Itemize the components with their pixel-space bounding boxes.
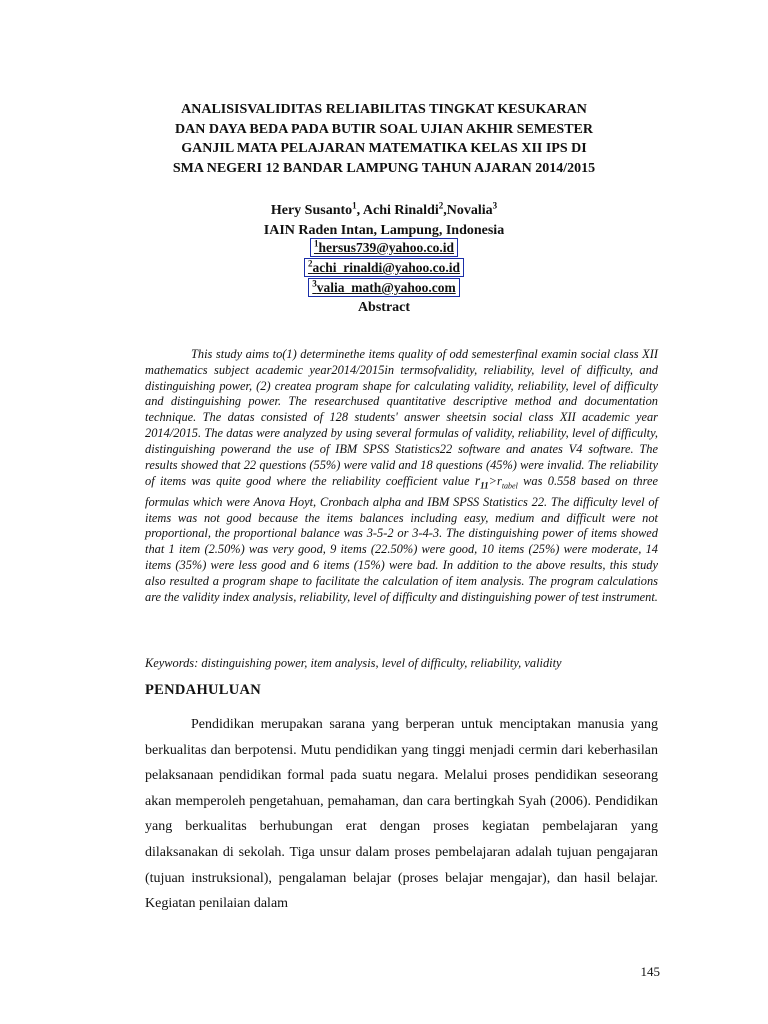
email-link[interactable] <box>304 258 464 277</box>
affiliation: IAIN Raden Intan, Lampung, Indonesia <box>263 223 505 238</box>
author-name: Hery Susanto <box>270 203 353 218</box>
abstract-paragraph <box>145 347 658 605</box>
body-paragraph: Pendidikan merupakan sarana yang berperan untuk menciptakan manusia yang berkualitas dan berpotensi. Mutu pendidikan yang tinggi menjadi cermin dari keberhasilan pelaksanaan pendidikan formal pada suatu negara. Melalui proses pendidikan seseorang akan memperoleh pengetahuan, pemahaman, dan cara bertingkah Syah (2006). Pendidikan yang berkualitas berhubungan erat dengan proses kegiatan pembelajaran yang dilaksanakan di sekolah. Tiga unsur dalam proses pembelajaran adalah tujuan pengajaran (tujuan instruksional), pengalaman belajar (proses belajar mengajar), dan hasil belajar. Kegiatan penilaian dalam <box>145 717 658 912</box>
rtabel-symbol: $r_{tabel}$ <box>497 474 518 491</box>
author-affiliation-marker: 2 <box>438 200 444 211</box>
email-list <box>0 238 768 298</box>
email-link[interactable] <box>308 278 459 297</box>
paper-title <box>110 100 658 178</box>
email-address: hersus739@yahoo.co.id <box>318 240 455 255</box>
abstract-text-part-1: This study aims to(1) determinethe items quality of odd semesterfinal examin social class XII mathematics subject academic year2014/2015in termsofvalidity, reliability, level of difficulty, and distinguishing power, (2) createa program shape for calculating validity, reliability, level of difficulty and distinguishing power. The researchused quantitative descriptive method and documentation technique. The datas consisted of 128 students' answer sheetsin social class XII academic year 2014/2015. The datas were analyzed by using several formulas of validity, reliability, level of difficulty, distinguishing powerand the use of IBM SPSS Statistics22 software and anates V4 software. The results showed that 22 questions (55%) were valid and 18 questions (45%) were invalid. The reliability of items was quite good where the reliability coefficient value <box>145 347 658 489</box>
keywords: Keywords: distinguishing power, item analysis, level of difficulty, reliability, validity <box>145 656 562 670</box>
title-line: SMA NEGERI 12 BANDAR LAMPUNG TAHUN AJARAN 2014/2015 <box>172 160 596 176</box>
title-line: ANALISISVALIDITAS RELIABILITAS TINGKAT KESUKARAN <box>181 102 587 117</box>
author-name: Novalia <box>446 203 493 218</box>
greater-than-symbol: > <box>488 474 497 489</box>
email-marker: 3 <box>312 278 317 289</box>
author-affiliation-marker: 1 <box>352 200 357 211</box>
author-affiliation-marker: 3 <box>492 200 498 211</box>
email-marker: 1 <box>313 238 319 249</box>
abstract-text-part-2: was 0.558 based on three formulas which were Anova Hoyt, Cronbach alpha and IBM SPSS Statistics 22. The difficulty level of items was not good because the items balances including easy, medium and difficult were not proportional, the proportional balance was 3-5-2 or 3-4-3. The distinguishing power of items showed that 1 item (2.50%) was very good, 9 items (22.50%) were good, 10 items (25%) were moderate, 14 items (35%) were less good and 6 items (15%) were bad. In addition to the above results, this study also resulted a program shape to facilitate the calculation of item analysis. The program calculations are the validity index analysis, reliability, level of difficulty and distinguishing power of test instrument. <box>145 474 658 604</box>
email-link[interactable] <box>310 238 458 257</box>
abstract-body <box>145 347 658 605</box>
author-separator: , <box>356 203 363 218</box>
title-line: GANJIL MATA PELAJARAN MATEMATIKA KELAS XII IPS DI <box>181 141 587 156</box>
body-text <box>145 712 658 917</box>
r11-subscript: 11 <box>480 481 489 492</box>
page-number: 145 <box>640 964 660 979</box>
rtabel-subscript: tabel <box>501 481 518 491</box>
author-separator: , <box>443 203 447 218</box>
author-list <box>0 201 768 221</box>
r11-symbol: $r_{11}$ <box>474 473 489 492</box>
email-address: valia_math@yahoo.com <box>316 280 456 295</box>
author-name: Achi Rinaldi <box>362 203 439 218</box>
email-address: achi_rinaldi@yahoo.co.id <box>312 260 461 275</box>
abstract-heading: Abstract <box>357 300 411 315</box>
section-heading: PENDAHULUAN <box>145 682 262 698</box>
email-marker: 2 <box>307 258 313 269</box>
title-line: DAN DAYA BEDA PADA BUTIR SOAL UJIAN AKHIR SEMESTER <box>174 121 594 137</box>
